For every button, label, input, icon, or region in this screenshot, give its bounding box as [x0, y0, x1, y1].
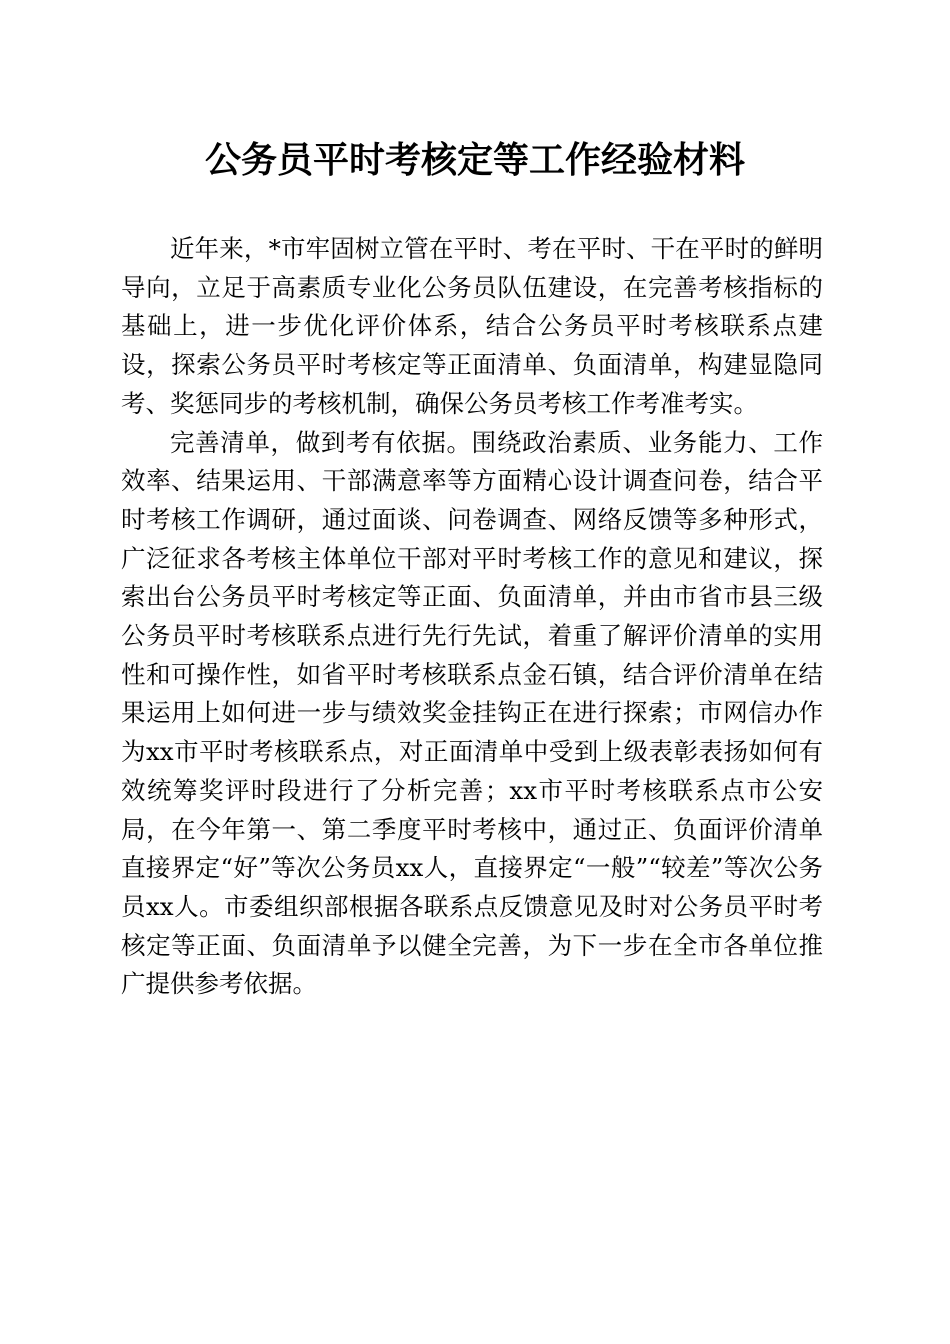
document-body — [121, 230, 823, 1004]
paragraph-intro: 近年来，*市牢固树立管在平时、考在平时、干在平时的鲜明导向，立足于高素质专业化公务员队伍建设，在完善考核指标的基础上，进一步优化评价体系，结合公务员平时考核联系点建设，探索公务员平时考核定等正面清单、负面清单，构建显隐同考、奖惩同步的考核机制，确保公务员考核工作考准考实。 — [121, 234, 823, 418]
page-title: 公务员平时考核定等工作经验材料 — [204, 139, 745, 181]
paragraph-checklist: 完善清单，做到考有依据。围绕政治素质、业务能力、工作效率、结果运用、干部满意率等方面精心设计调查问卷，结合平时考核工作调研，通过面谈、问卷调查、网络反馈等多种形式，广泛征求各考核主体单位干部对平时考核工作的意见和建议，探索出台公务员平时考核定等正面、负面清单，并由市省市县三级公务员平时考核联系点进行先行先试，着重了解评价清单的实用性和可操作性，如省平时考核联系点金石镇，结合评价清单在结果运用上如何进一步与绩效奖金挂钩正在进行探索；市网信办作为xx市平时考核联系点，对正面清单中受到上级表彰表扬如何有效统筹奖评时段进行了分析完善；xx市平时考核联系点市公安局，在今年第一、第二季度平时考核中，通过正、负面评价清单直接界定“好”等次公务员xx人，直接界定“一般”“较差”等次公务员xx人。市委组织部根据各联系点反馈意见及时对公务员平时考核定等正面、负面清单予以健全完善，为下一步在全市各单位推广提供参考依据。 — [121, 427, 823, 999]
